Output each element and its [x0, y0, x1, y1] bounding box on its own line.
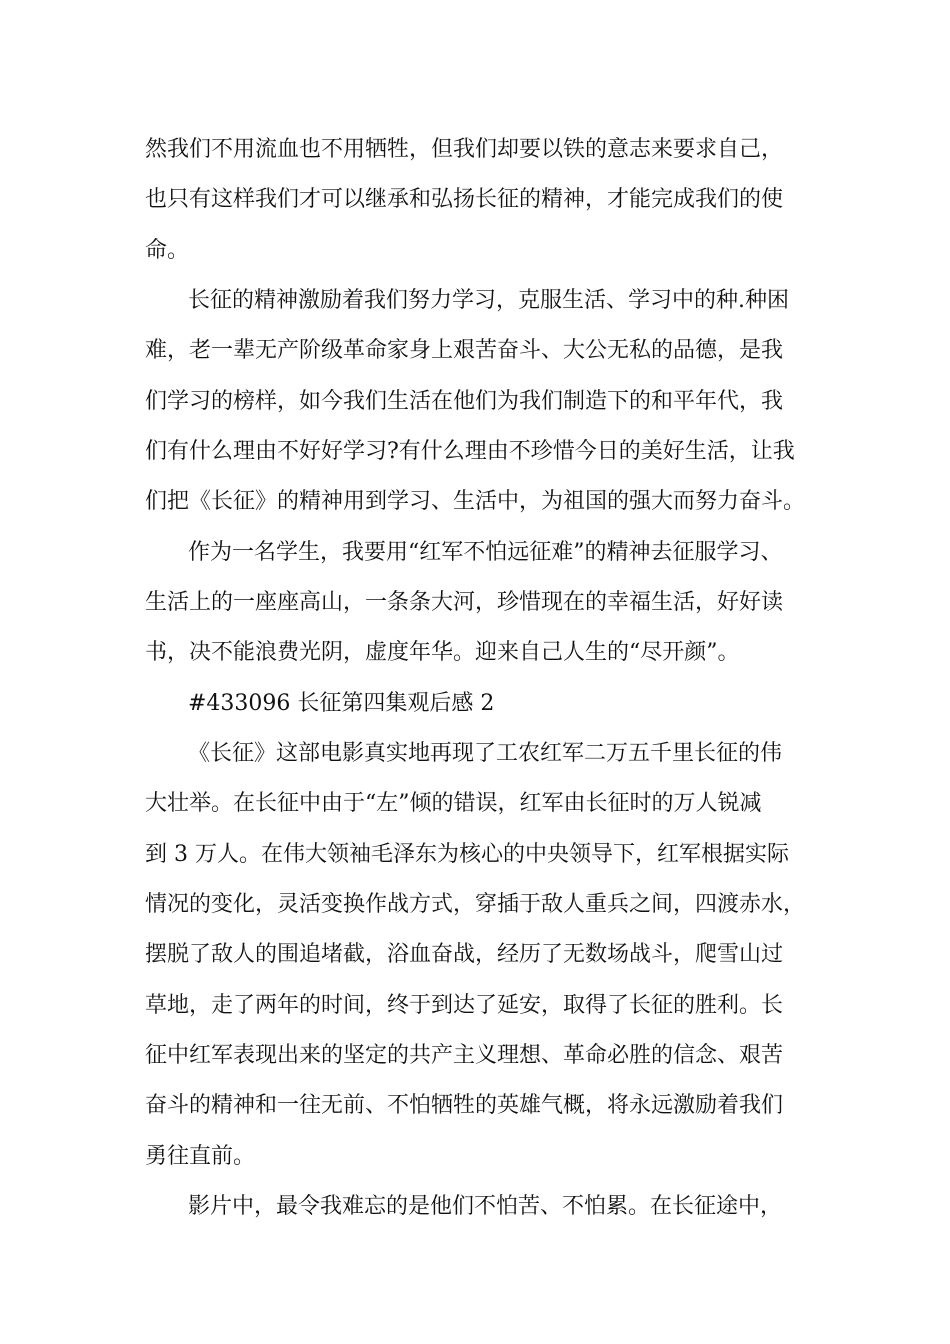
text-line: 奋斗的精神和一往无前、不怕牺牲的英雄气概，将永远激励着我们 [145, 1093, 784, 1118]
text-line: 们学习的榜样，如今我们生活在他们为我们制造下的和平年代，我 [145, 389, 784, 414]
text-line: 们有什么理由不好好学习?有什么理由不珍惜今日的美好生活，让我 [145, 439, 795, 464]
text-line: 勇往直前。 [145, 1144, 256, 1169]
paragraph-first-line: 作为一名学生，我要用“红军不怕远征难”的精神去征服学习、 [188, 540, 783, 565]
text-line: 到 3 万人。在伟大领袖毛泽东为核心的中央领导下，红军根据实际 [145, 842, 789, 867]
paragraph-first-line: 长征的精神激励着我们努力学习，克服生活、学习中的种.种困 [188, 288, 789, 313]
text-line: 生活上的一座座高山，一条条大河，珍惜现在的幸福生活，好好读 [145, 590, 784, 615]
text-line: 然我们不用流血也不用牺牲，但我们却要以铁的意志来要求自己， [145, 137, 784, 162]
text-line: 草地，走了两年的时间，终于到达了延安，取得了长征的胜利。长 [145, 993, 784, 1018]
text-line: 难，老一辈无产阶级革命家身上艰苦奋斗、大公无私的品德，是我 [145, 338, 784, 363]
paragraph-first-line: 影片中，最令我难忘的是他们不怕苦、不怕累。在长征途中， [188, 1194, 783, 1219]
text-line: 摆脱了敌人的围追堵截，浴血奋战，经历了无数场战斗，爬雪山过 [145, 942, 784, 967]
text-line: 情况的变化，灵活变换作战方式，穿插于敌人重兵之间，四渡赤水， [145, 892, 806, 917]
text-line: 大壮举。在长征中由于“左”倾的错误，红军由长征时的万人锐减 [145, 791, 762, 816]
section-heading: #433096 长征第四集观后感 2 [188, 691, 495, 716]
paragraph-first-line: 《长征》这部电影真实地再现了工农红军二万五千里长征的伟 [188, 741, 783, 766]
text-line: 命。 [145, 238, 190, 263]
text-line: 征中红军表现出来的坚定的共产主义理想、革命必胜的信念、艰苦 [145, 1043, 784, 1068]
text-line: 书，决不能浪费光阴，虚度年华。迎来自己人生的“尽开颜”。 [145, 640, 740, 665]
text-line: 们把《长征》的精神用到学习、生活中，为祖国的强大而努力奋斗。 [145, 489, 806, 514]
text-line: 也只有这样我们才可以继承和弘扬长征的精神，才能完成我们的使 [145, 187, 784, 212]
